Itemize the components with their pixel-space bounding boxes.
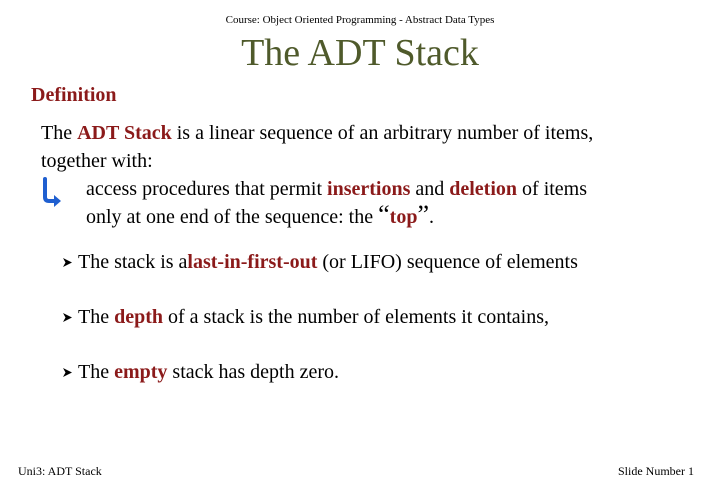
triangle-bullet-icon [62, 312, 73, 323]
text: The [78, 361, 115, 383]
triangle-bullet-icon [62, 367, 73, 378]
close-quote: ” [417, 200, 430, 229]
sub-point-line-1 [86, 178, 587, 201]
definition-heading: Definition [31, 84, 117, 106]
highlight-deletion: deletion [449, 178, 518, 200]
text: of a stack is the number of elements it contains, [163, 306, 550, 328]
text: The [78, 306, 115, 328]
down-right-arrow-icon [40, 177, 64, 207]
text: The [41, 122, 78, 144]
text: of items [517, 178, 588, 200]
highlight-empty: empty [114, 361, 168, 383]
text: . [429, 206, 435, 228]
bullet-item [62, 306, 549, 329]
highlight-depth: depth [114, 306, 163, 328]
sub-point-line-2 [86, 200, 435, 229]
text: only at one end of the sequence: the [86, 206, 379, 228]
text: access procedures that permit [86, 178, 328, 200]
highlight-adt-stack: ADT Stack [77, 122, 172, 144]
triangle-bullet-icon [62, 257, 73, 268]
highlight-lifo: last-in-first-out [187, 251, 318, 273]
definition-line-2: together with: [41, 150, 153, 172]
highlight-top: top [389, 206, 418, 228]
bullet-item [62, 251, 578, 274]
course-header: Course: Object Oriented Programming - Abstract Data Types [225, 14, 495, 26]
bullet-item [62, 361, 339, 384]
definition-line-1 [41, 122, 593, 145]
text: The stack is a [78, 251, 188, 273]
slide-title: The ADT Stack [241, 32, 479, 74]
text: stack has depth zero. [167, 361, 340, 383]
footer-left: Uni3: ADT Stack [18, 464, 102, 478]
open-quote: “ [378, 200, 390, 229]
text: is a linear sequence of an arbitrary number of items, [171, 122, 594, 144]
slide-number: Slide Number 1 [618, 464, 694, 478]
highlight-insertions: insertions [327, 178, 411, 200]
text: and [410, 178, 450, 200]
text: (or LIFO) sequence of elements [317, 251, 578, 273]
